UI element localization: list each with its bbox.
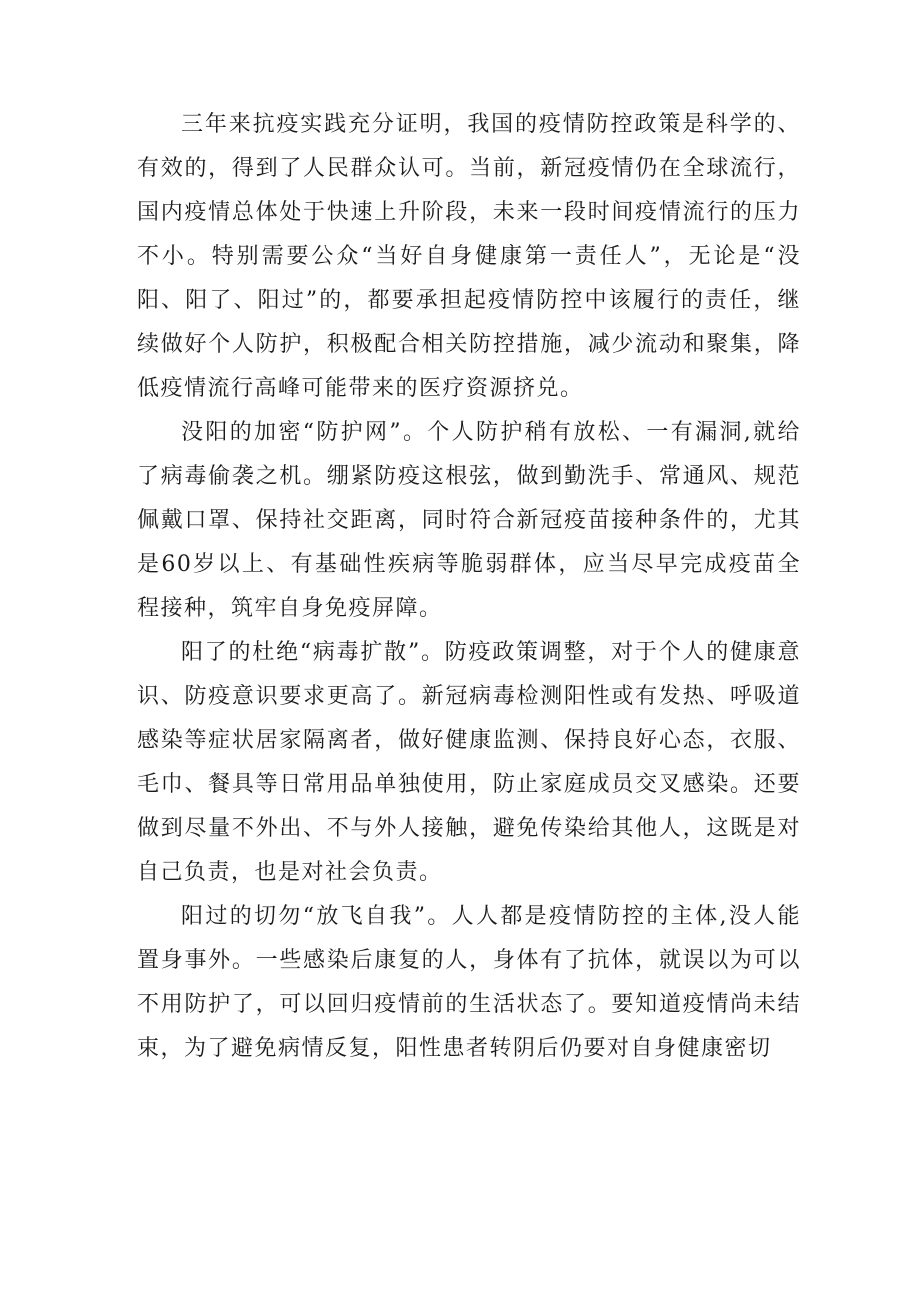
- paragraph-3: 阳了的杜绝“病毒扩散”。防疫政策调整，对于个人的健康意识、防疫意识要求更高了。新冠病毒检测阳性或有发热、呼吸道感染等症状居家隔离者，做好健康监测、保持良好心态，衣服、毛巾、餐具等日常用品单独使用，防止家庭成员交叉感染。还要做到尽量不外出、不与外人接触，避免传染给其他人，这既是对自己负责，也是对社会负责。: [137, 640, 801, 885]
- paragraph-4: 阳过的切勿“放飞自我”。人人都是疫情防控的主体,没人能置身事外。一些感染后康复的人，身体有了抗体，就误以为可以不用防护了，可以回归疫情前的生活状态了。要知道疫情尚未结束，为了避免病情反复，阳性患者转阴后仍要对自身健康密切: [137, 904, 801, 1061]
- paragraph-2: 没阳的加密“防护网”。个人防护稍有放松、一有漏洞,就给了病毒偷袭之机。绷紧防疫这根弦，做到勤洗手、常通风、规范佩戴口罩、保持社交距离，同时符合新冠疫苗接种条件的，尤其是60岁以上、有基础性疾病等脆弱群体，应当尽早完成疫苗全程接种，筑牢自身免疫屏障。: [137, 420, 801, 621]
- document-body: [137, 103, 801, 1071]
- paragraph-1: 三年来抗疫实践充分证明，我国的疫情防控政策是科学的、有效的，得到了人民群众认可。当前，新冠疫情仍在全球流行，国内疫情总体处于快速上升阶段，未来一段时间疫情流行的压力不小。特别需要公众“当好自身健康第一责任人”，无论是“没阳、阳了、阳过”的，都要承担起疫情防控中该履行的责任，继续做好个人防护，积极配合相关防控措施，减少流动和聚集，降低疫情流行高峰可能带来的医疗资源挤兑。: [137, 112, 801, 401]
